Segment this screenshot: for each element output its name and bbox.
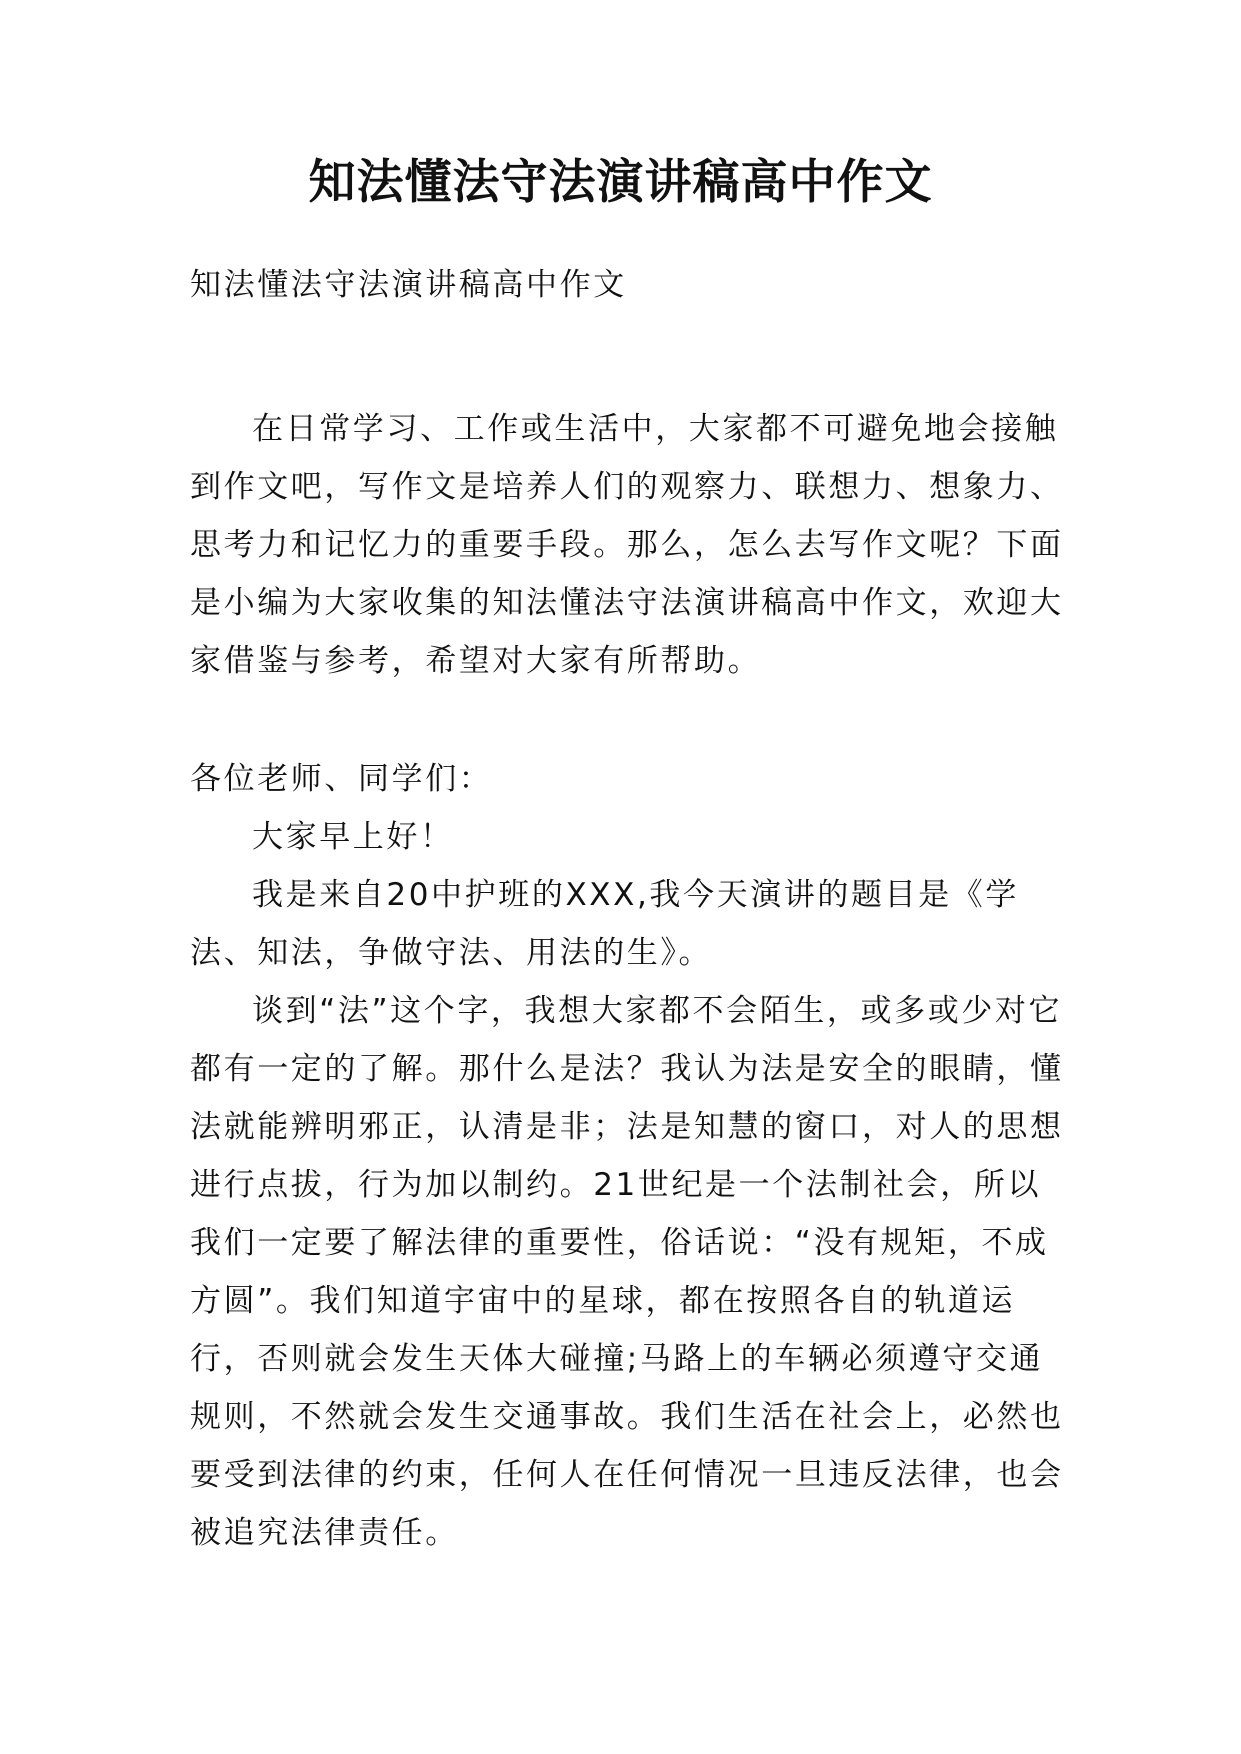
- document-title: 知法懂法守法演讲稿高中作文: [308, 155, 933, 210]
- salutation-section: [190, 750, 1070, 808]
- subtitle-text: 知法懂法守法演讲稿高中作文: [190, 267, 627, 303]
- greeting-text: 大家早上好！: [252, 819, 454, 855]
- intro-section: [190, 400, 1070, 690]
- salutation-text: 各位老师、同学们：: [190, 761, 493, 797]
- document-subtitle: [190, 256, 1070, 314]
- speech-paragraph-2: 谈到“法”这个字，我想大家都不会陌生，或多或少对它都有一定的了解。那什么是法？我认为法是安全的眼睛，懂法就能辨明邪正，认清是非；法是知慧的窗口，对人的思想进行点拔，行为加以制约。21世纪是一个法制社会，所以我们一定要了解法律的重要性，俗话说：“没有规矩，不成方圆”。我们知道宇宙中的星球，都在按照各自的轨道运行，否则就会发生天体大碰撞;马路上的车辆必须遵守交通规则，不然就会发生交通事故。我们生活在社会上，必然也要受到法律的约束，任何人在任何情况一旦违反法律，也会被追究法律责任。: [190, 993, 1064, 1551]
- speech-section: [190, 808, 1070, 1562]
- intro-paragraph: 在日常学习、工作或生活中，大家都不可避免地会接触到作文吧，写作文是培养人们的观察力、联想力、想象力、思考力和记忆力的重要手段。那么，怎么去写作文呢？下面是小编为大家收集的知法懂法守法演讲稿高中作文，欢迎大家借鉴与参考，希望对大家有所帮助。: [190, 411, 1064, 679]
- speech-paragraph-1: 我是来自20中护班的XXX,我今天演讲的题目是《学法、知法，争做守法、用法的生》。: [190, 877, 1020, 971]
